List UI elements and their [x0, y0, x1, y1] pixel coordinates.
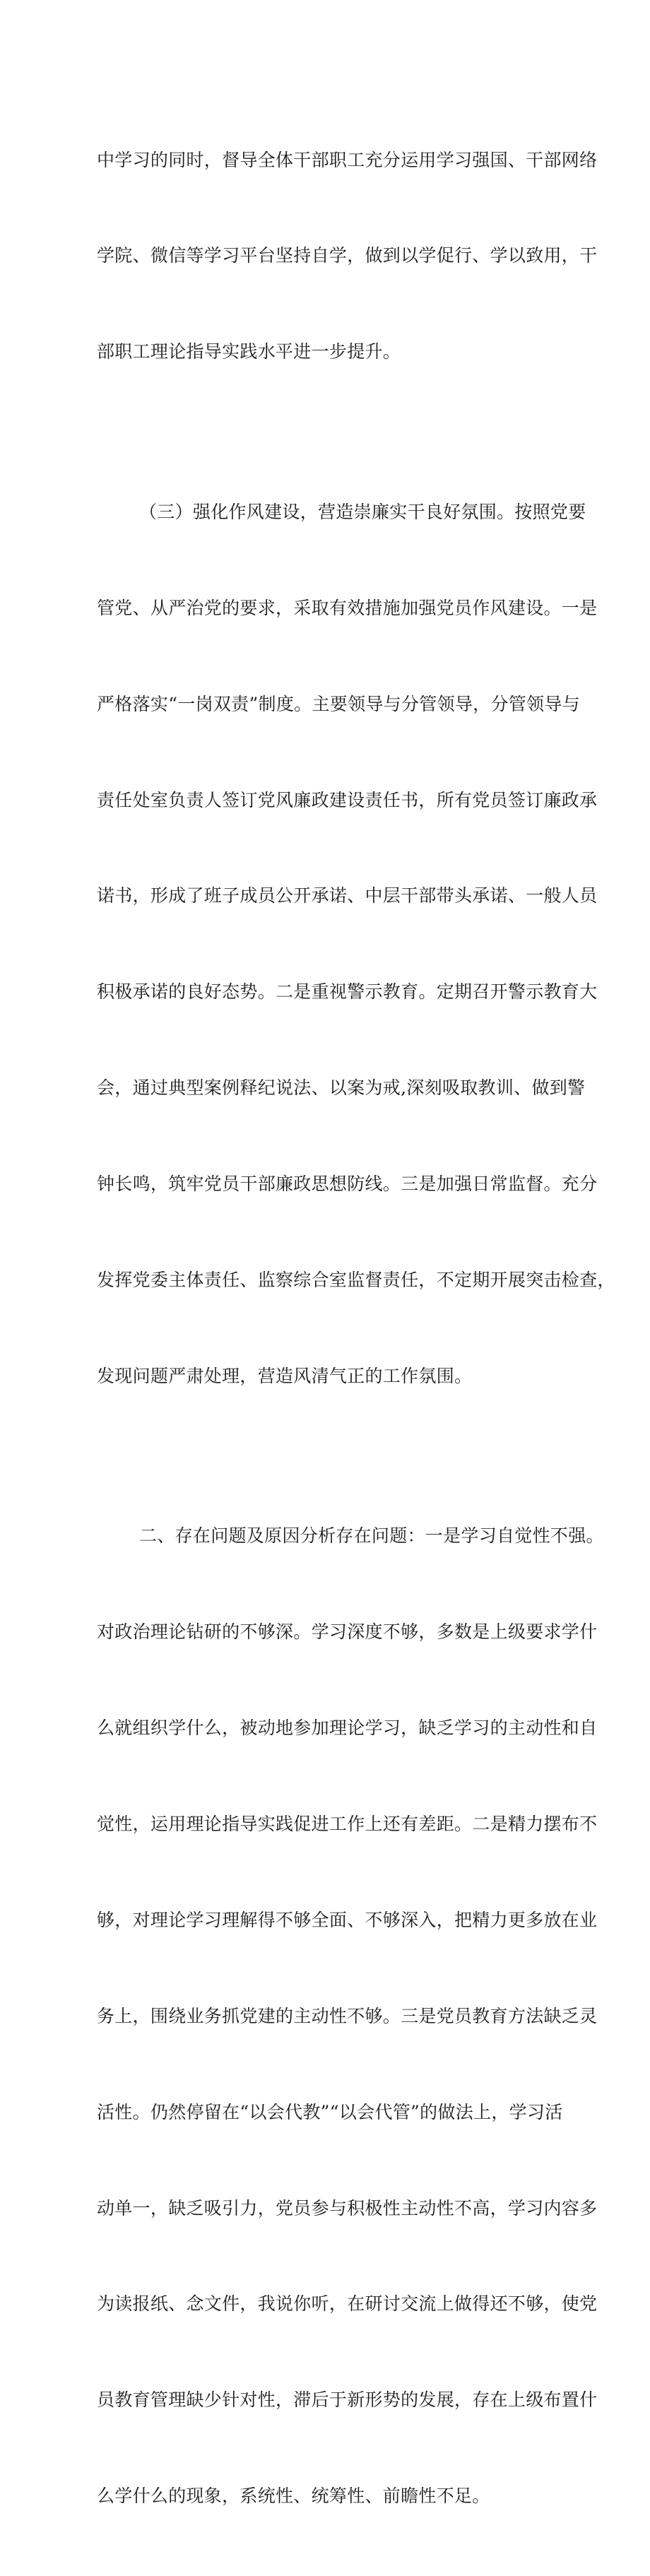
text-line: 钟长鸣，筑牢党员干部廉政思想防线。三是加强日常监督。充分: [97, 1174, 598, 1195]
text-line: 二、存在问题及原因分析存在问题：一是学习自觉性不强。: [139, 1525, 604, 1547]
text-line: 诺书，形成了班子成员公开承诺、中层干部带头承诺、一般人员: [97, 885, 598, 906]
text-line: 管党、从严治党的要求，采取有效措施加强党员作风建设。一是: [97, 597, 598, 618]
text-line: 对政治理论钻研的不够深。学习深度不够，多数是上级要求学什: [97, 1621, 598, 1643]
text-line: 么就组织学什么，被动地参加理论学习，缺乏学习的主动性和自: [97, 1718, 598, 1739]
text-line: 发现问题严肃处理，营造风清气正的工作氛围。: [97, 1365, 473, 1386]
text-line: 为读报纸、念文件，我说你听，在研讨交流上做得还不够，使党: [97, 2293, 598, 2315]
text-line: 会，通过典型案例释纪说法、以案为戒,深刻吸取教训、做到警: [97, 1077, 586, 1099]
text-line: 部职工理论指导实践水平进一步提升。: [97, 341, 401, 362]
document-body: [97, 80, 615, 2576]
text-line: 觉性，运用理论指导实践促进工作上还有差距。二是精力摆布不: [97, 1814, 598, 1835]
text-line: 么学什么的现象，系统性、统筹性、前瞻性不足。: [97, 2486, 490, 2507]
paragraph-problems-analysis: [97, 1456, 604, 2576]
text-line: 严格落实“一岗双责”制度。主要领导与分管领导，分管领导与: [97, 693, 580, 714]
paragraph-study-platforms: [97, 80, 598, 432]
text-line: 发挥党委主体责任、监察综合室监督责任，不定期开展突击检查，: [97, 1269, 615, 1290]
text-line: 务上，围绕业务抓党建的主动性不够。三是党员教育方法缺乏灵: [97, 2005, 598, 2026]
text-line: 活性。仍然停留在“以会代教”“以会代管”的做法上，学习活: [97, 2101, 563, 2122]
text-line: 学院、微信等学习平台坚持自学，做到以学促行、学以致用，干: [97, 245, 598, 266]
text-line: 责任处室负责人签订党风廉政建设责任书，所有党员签订廉政承: [97, 789, 598, 810]
text-line: 够，对理论学习理解得不够全面、不够深入，把精力更多放在业: [97, 1909, 598, 1930]
text-line: 动单一，缺乏吸引力，党员参与积极性主动性不高，学习内容多: [97, 2197, 598, 2218]
text-line: 员教育管理缺少针对性，滞后于新形势的发展，存在上级布置什: [97, 2389, 598, 2411]
paragraph-work-style: [97, 432, 615, 1456]
text-line: 积极承诺的良好态势。二是重视警示教育。定期召开警示教育大: [97, 981, 598, 1003]
text-line: 中学习的同时，督导全体干部职工充分运用学习强国、干部网络: [97, 149, 598, 170]
text-line: （三）强化作风建设，营造崇廉实干良好氛围。按照党要: [139, 501, 586, 522]
